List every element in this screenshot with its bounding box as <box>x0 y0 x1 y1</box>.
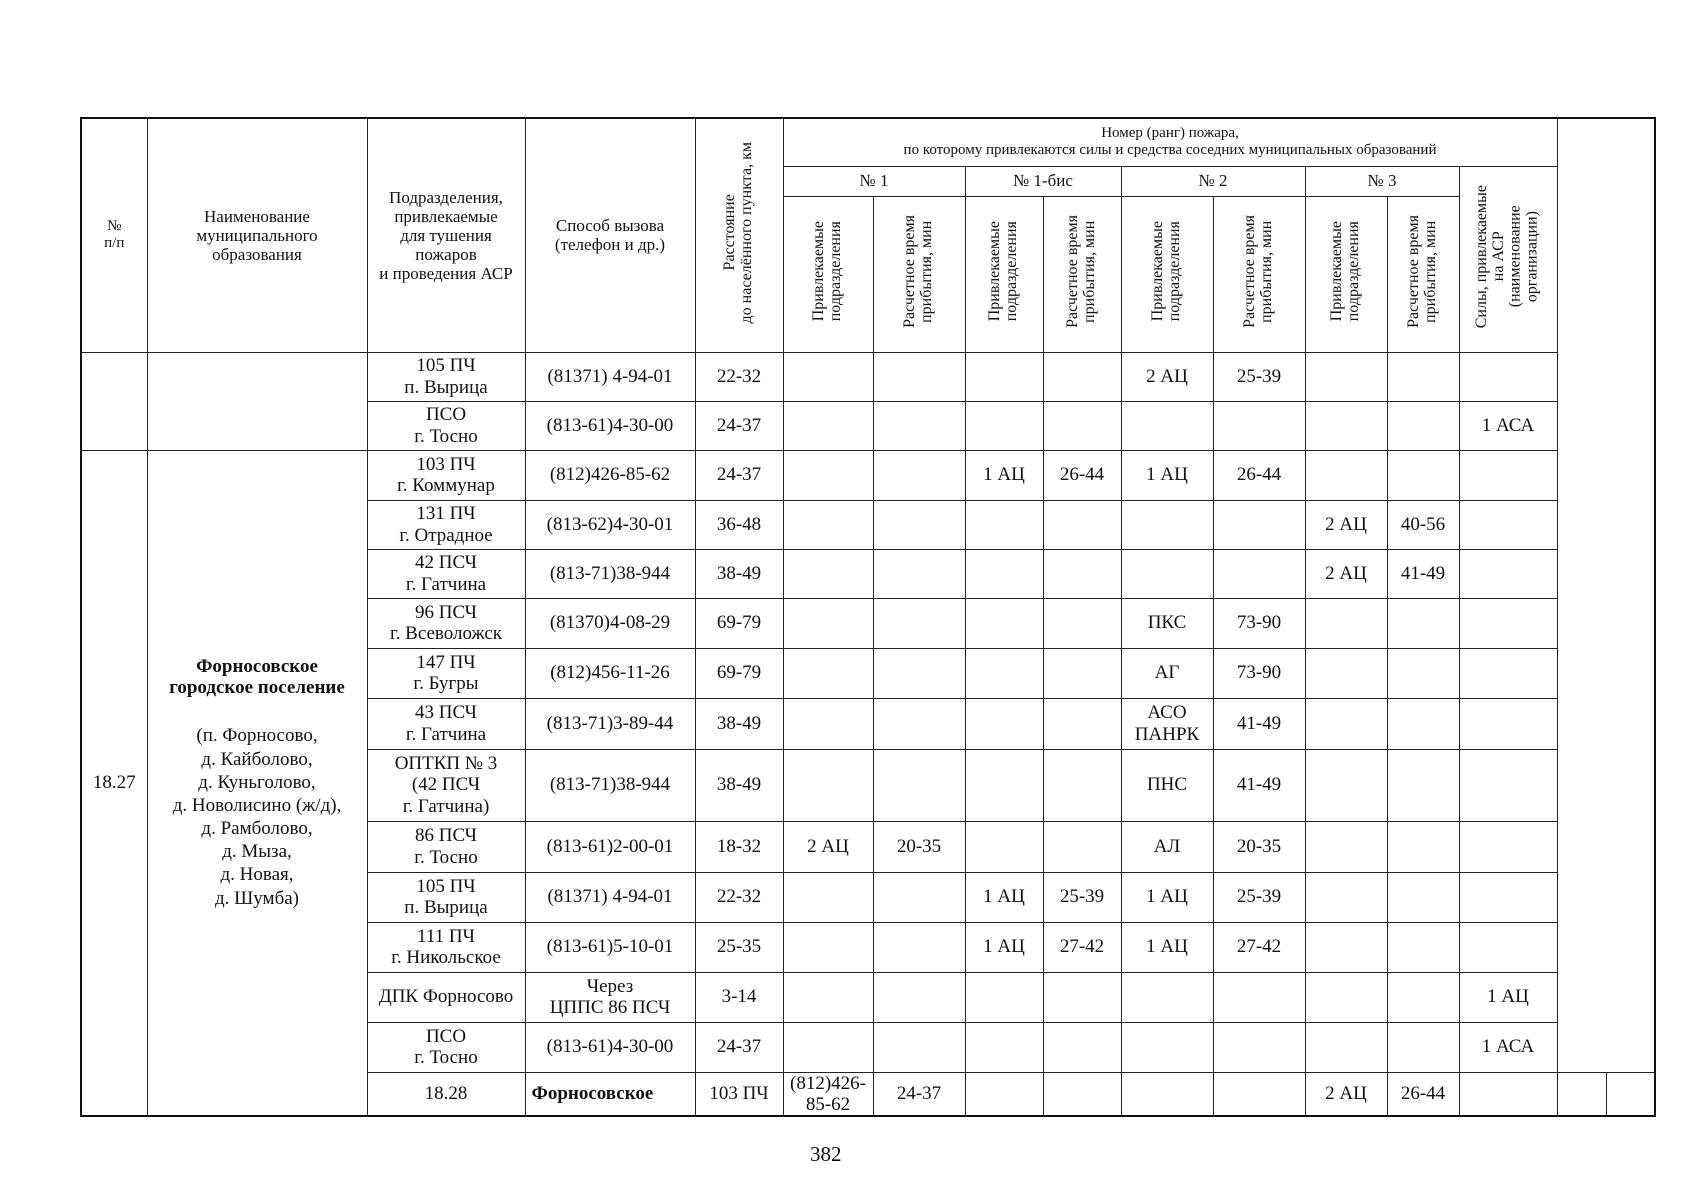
r1b-units-cell <box>965 401 1043 450</box>
asr-cell <box>1459 549 1557 598</box>
r1b-time-cell <box>1043 698 1121 749</box>
r1-time-cell <box>873 749 965 821</box>
municipality-name: Форносовское городское поселение <box>169 655 345 699</box>
r2-units-cell: ПНС <box>1121 749 1213 821</box>
unit-cell: 86 ПСЧ г. Тосно <box>367 821 525 872</box>
header-r2-time: Расчетное время прибытия, мин <box>1213 196 1305 352</box>
r1-units-cell <box>783 749 873 821</box>
distance-cell: 3-14 <box>695 972 783 1022</box>
r1b-time-cell <box>1043 401 1121 450</box>
r1b-time-cell <box>1043 549 1121 598</box>
r1-time-cell <box>873 598 965 648</box>
r1b-time-cell <box>1043 749 1121 821</box>
unit-cell: 105 ПЧ п. Вырица <box>367 872 525 922</box>
r1b-units-cell <box>965 698 1043 749</box>
r2-units-cell: АГ <box>1121 648 1213 698</box>
r2-time-cell <box>1213 401 1305 450</box>
r3-time-cell <box>1387 598 1459 648</box>
asr-cell <box>1459 749 1557 821</box>
r1-units-cell <box>783 698 873 749</box>
r1b-units-cell <box>965 749 1043 821</box>
r2-units-cell: 2 АЦ <box>1121 352 1213 401</box>
r3-units-cell <box>1305 1022 1387 1072</box>
unit-cell: 42 ПСЧ г. Гатчина <box>367 549 525 598</box>
r1-units-cell <box>783 500 873 549</box>
call-cell: (813-61)5-10-01 <box>525 922 695 972</box>
header-r2-units: Привлекаемые подразделения <box>1121 196 1213 352</box>
r1b-units-cell <box>965 821 1043 872</box>
r2-units-cell: 1 АЦ <box>1121 872 1213 922</box>
r3-units-cell <box>1305 698 1387 749</box>
r1b-units-cell: 1 АЦ <box>965 922 1043 972</box>
call-cell: (812)456-11-26 <box>525 648 695 698</box>
r1-time-cell <box>873 922 965 972</box>
r3-time-cell: 41-49 <box>1387 549 1459 598</box>
unit-cell: 103 ПЧ <box>695 1072 783 1116</box>
asr-cell: 1 АСА <box>1459 401 1557 450</box>
r1-units-cell <box>783 401 873 450</box>
call-cell: Через ЦППС 86 ПСЧ <box>525 972 695 1022</box>
r2-time-cell: 27-42 <box>1213 922 1305 972</box>
r2-time-cell: 20-35 <box>1213 821 1305 872</box>
r1b-units-cell <box>965 648 1043 698</box>
header-municipality: Наименование муниципального образования <box>147 118 367 352</box>
r1b-time-cell <box>1043 598 1121 648</box>
r1-units-cell <box>783 549 873 598</box>
call-cell: (813-61)4-30-00 <box>525 1022 695 1072</box>
r3-time-cell: 40-56 <box>1387 500 1459 549</box>
distance-cell: 22-32 <box>695 872 783 922</box>
r3-units-cell <box>1305 450 1387 500</box>
municipality-cell: Форносовское <box>525 1072 695 1116</box>
table-row <box>81 352 1655 401</box>
asr-cell <box>1459 500 1557 549</box>
r1b-time-cell: 26-44 <box>1043 450 1121 500</box>
r1b-time-cell <box>1043 821 1121 872</box>
r1-units-cell <box>783 872 873 922</box>
r3-time-cell <box>1387 401 1459 450</box>
call-cell: (81371) 4-94-01 <box>525 352 695 401</box>
asr-cell <box>1459 352 1557 401</box>
r1b-units-cell <box>965 500 1043 549</box>
call-cell: (813-61)2-00-01 <box>525 821 695 872</box>
asr-cell <box>1459 648 1557 698</box>
table-row <box>81 450 1655 500</box>
header-r1-units: Привлекаемые подразделения <box>783 196 873 352</box>
r2-time-cell: 26-44 <box>1387 1072 1459 1116</box>
unit-cell: 96 ПСЧ г. Всеволожск <box>367 598 525 648</box>
r2-time-cell <box>1213 1022 1305 1072</box>
r2-time-cell: 25-39 <box>1213 352 1305 401</box>
r3-time-cell <box>1557 1072 1606 1116</box>
asr-cell <box>1459 698 1557 749</box>
r1-time-cell <box>873 698 965 749</box>
r2-units-cell: 1 АЦ <box>1121 450 1213 500</box>
r1-time-cell <box>873 352 965 401</box>
r1b-time-cell: 25-39 <box>1043 872 1121 922</box>
call-cell: (812)426-85-62 <box>525 450 695 500</box>
distance-cell: 25-35 <box>695 922 783 972</box>
unit-cell: 147 ПЧ г. Бугры <box>367 648 525 698</box>
r1-units-cell <box>965 1072 1043 1116</box>
r3-time-cell <box>1387 972 1459 1022</box>
call-cell: (813-62)4-30-01 <box>525 500 695 549</box>
r3-units-cell <box>1305 872 1387 922</box>
header-num: № п/п <box>81 118 147 352</box>
unit-cell: ПСО г. Тосно <box>367 401 525 450</box>
r2-units-cell: 1 АЦ <box>1121 922 1213 972</box>
r2-units-cell <box>1121 549 1213 598</box>
distance-cell: 38-49 <box>695 749 783 821</box>
r3-units-cell: 2 АЦ <box>1305 500 1387 549</box>
r1-time-cell <box>1043 1072 1121 1116</box>
asr-cell <box>1459 450 1557 500</box>
r2-units-cell <box>1121 500 1213 549</box>
r2-time-cell <box>1213 549 1305 598</box>
r1b-units-cell <box>965 1022 1043 1072</box>
asr-cell <box>1606 1072 1655 1116</box>
r1-units-cell <box>783 598 873 648</box>
r1-units-cell <box>783 1022 873 1072</box>
r1b-time-cell <box>1043 500 1121 549</box>
r1b-units-cell <box>965 352 1043 401</box>
distance-cell: 24-37 <box>695 450 783 500</box>
unit-cell: 131 ПЧ г. Отрадное <box>367 500 525 549</box>
r1b-units-cell <box>1121 1072 1213 1116</box>
header-call: Способ вызова (телефон и др.) <box>525 118 695 352</box>
r2-units-cell: ПКС <box>1121 598 1213 648</box>
row-number-cell: 18.27 <box>81 450 147 1116</box>
header-asr: Силы, привлекаемые на АСР (наименование организации) <box>1459 166 1557 352</box>
r3-units-cell <box>1459 1072 1557 1116</box>
distance-cell: 24-37 <box>695 401 783 450</box>
r3-units-cell <box>1305 598 1387 648</box>
r1-units-cell <box>783 352 873 401</box>
r1b-time-cell <box>1043 972 1121 1022</box>
r1b-units-cell <box>965 598 1043 648</box>
r3-units-cell <box>1305 648 1387 698</box>
r2-units-cell: АСО ПАНРК <box>1121 698 1213 749</box>
r3-units-cell <box>1305 401 1387 450</box>
row-number-cell <box>81 352 147 450</box>
fire-forces-table <box>80 117 1656 1117</box>
unit-cell: 43 ПСЧ г. Гатчина <box>367 698 525 749</box>
header-r1-time: Расчетное время прибытия, мин <box>873 196 965 352</box>
r2-units-cell <box>1121 401 1213 450</box>
r3-time-cell <box>1387 749 1459 821</box>
unit-cell: ПСО г. Тосно <box>367 1022 525 1072</box>
call-cell: (813-71)38-944 <box>525 549 695 598</box>
r1b-time-cell <box>1213 1072 1305 1116</box>
r3-units-cell <box>1305 749 1387 821</box>
r2-time-cell: 41-49 <box>1213 749 1305 821</box>
r1b-time-cell <box>1043 352 1121 401</box>
unit-cell: 105 ПЧ п. Вырица <box>367 352 525 401</box>
call-cell: (812)426-85-62 <box>783 1072 873 1116</box>
distance-cell: 24-37 <box>695 1022 783 1072</box>
distance-cell: 36-48 <box>695 500 783 549</box>
r1b-units-cell <box>965 972 1043 1022</box>
call-cell: (813-71)3-89-44 <box>525 698 695 749</box>
r1-time-cell <box>873 972 965 1022</box>
r1-time-cell <box>873 648 965 698</box>
row-number-cell: 18.28 <box>367 1072 525 1116</box>
asr-cell <box>1459 922 1557 972</box>
r1-time-cell <box>873 549 965 598</box>
distance-cell: 22-32 <box>695 352 783 401</box>
unit-cell: 103 ПЧ г. Коммунар <box>367 450 525 500</box>
header-r3-time: Расчетное время прибытия, мин <box>1387 196 1459 352</box>
r1b-units-cell: 1 АЦ <box>965 872 1043 922</box>
r2-time-cell <box>1213 500 1305 549</box>
r2-time-cell: 26-44 <box>1213 450 1305 500</box>
r2-time-cell: 73-90 <box>1213 598 1305 648</box>
distance-cell: 24-37 <box>873 1072 965 1116</box>
r1-time-cell <box>873 872 965 922</box>
header-rank-1bis: № 1-бис <box>965 166 1121 196</box>
r3-time-cell <box>1387 922 1459 972</box>
r2-time-cell: 41-49 <box>1213 698 1305 749</box>
unit-cell: ДПК Форносово <box>367 972 525 1022</box>
distance-cell: 18-32 <box>695 821 783 872</box>
r3-time-cell <box>1387 450 1459 500</box>
distance-cell: 38-49 <box>695 549 783 598</box>
settlements-list: (п. Форносово, д. Кайболово, д. Куньголово, д. Новолисино (ж/д), д. Рамболово, д. Мыза, д. Новая, д. Шумба) <box>172 725 342 909</box>
r1-units-cell: 2 АЦ <box>783 821 873 872</box>
call-cell: (81370)4-08-29 <box>525 598 695 648</box>
distance-cell: 69-79 <box>695 648 783 698</box>
r3-units-cell <box>1305 922 1387 972</box>
r3-time-cell <box>1387 352 1459 401</box>
r3-units-cell <box>1305 821 1387 872</box>
asr-cell: 1 АЦ <box>1459 972 1557 1022</box>
r3-time-cell <box>1387 872 1459 922</box>
r1b-time-cell <box>1043 648 1121 698</box>
r1b-time-cell: 27-42 <box>1043 922 1121 972</box>
page-number: 382 <box>810 1142 842 1166</box>
r3-time-cell <box>1387 1022 1459 1072</box>
header-r3-units: Привлекаемые подразделения <box>1305 196 1387 352</box>
municipality-cell <box>147 450 367 1116</box>
r1-time-cell <box>873 401 965 450</box>
r3-time-cell <box>1387 648 1459 698</box>
municipality-cell <box>147 352 367 450</box>
call-cell: (81371) 4-94-01 <box>525 872 695 922</box>
header-distance: Расстояние до населённого пункта, км <box>695 118 783 352</box>
r3-units-cell: 2 АЦ <box>1305 549 1387 598</box>
r1-units-cell <box>783 450 873 500</box>
r1-units-cell <box>783 922 873 972</box>
r1-units-cell <box>783 972 873 1022</box>
header-r1b-units: Привлекаемые подразделения <box>965 196 1043 352</box>
r3-units-cell <box>1305 352 1387 401</box>
r1-time-cell <box>873 450 965 500</box>
r1-time-cell: 20-35 <box>873 821 965 872</box>
header-rank-3: № 3 <box>1305 166 1459 196</box>
distance-cell: 38-49 <box>695 698 783 749</box>
header-rank-2: № 2 <box>1121 166 1305 196</box>
unit-cell: ОПТКП № 3 (42 ПСЧ г. Гатчина) <box>367 749 525 821</box>
distance-cell: 69-79 <box>695 598 783 648</box>
r1b-time-cell <box>1043 1022 1121 1072</box>
r1-time-cell <box>873 500 965 549</box>
header-rank-1: № 1 <box>783 166 965 196</box>
call-cell: (813-71)38-944 <box>525 749 695 821</box>
header-r1b-time: Расчетное время прибытия, мин <box>1043 196 1121 352</box>
r2-time-cell <box>1213 972 1305 1022</box>
r1b-units-cell: 1 АЦ <box>965 450 1043 500</box>
asr-cell <box>1459 872 1557 922</box>
r2-units-cell <box>1121 972 1213 1022</box>
header-rank-title: Номер (ранг) пожара, по которому привлекаются силы и средства соседних муниципальных образований <box>783 118 1557 166</box>
r2-units-cell <box>1121 1022 1213 1072</box>
r3-units-cell <box>1305 972 1387 1022</box>
header-units: Подразделения, привлекаемые для тушения пожаров и проведения АСР <box>367 118 525 352</box>
r3-time-cell <box>1387 821 1459 872</box>
call-cell: (813-61)4-30-00 <box>525 401 695 450</box>
r1-units-cell <box>783 648 873 698</box>
r2-time-cell: 73-90 <box>1213 648 1305 698</box>
r1-time-cell <box>873 1022 965 1072</box>
r2-time-cell: 25-39 <box>1213 872 1305 922</box>
r1b-units-cell <box>965 549 1043 598</box>
unit-cell: 111 ПЧ г. Никольское <box>367 922 525 972</box>
r2-units-cell: АЛ <box>1121 821 1213 872</box>
r3-time-cell <box>1387 698 1459 749</box>
asr-cell <box>1459 598 1557 648</box>
r2-units-cell: 2 АЦ <box>1305 1072 1387 1116</box>
asr-cell: 1 АСА <box>1459 1022 1557 1072</box>
asr-cell <box>1459 821 1557 872</box>
